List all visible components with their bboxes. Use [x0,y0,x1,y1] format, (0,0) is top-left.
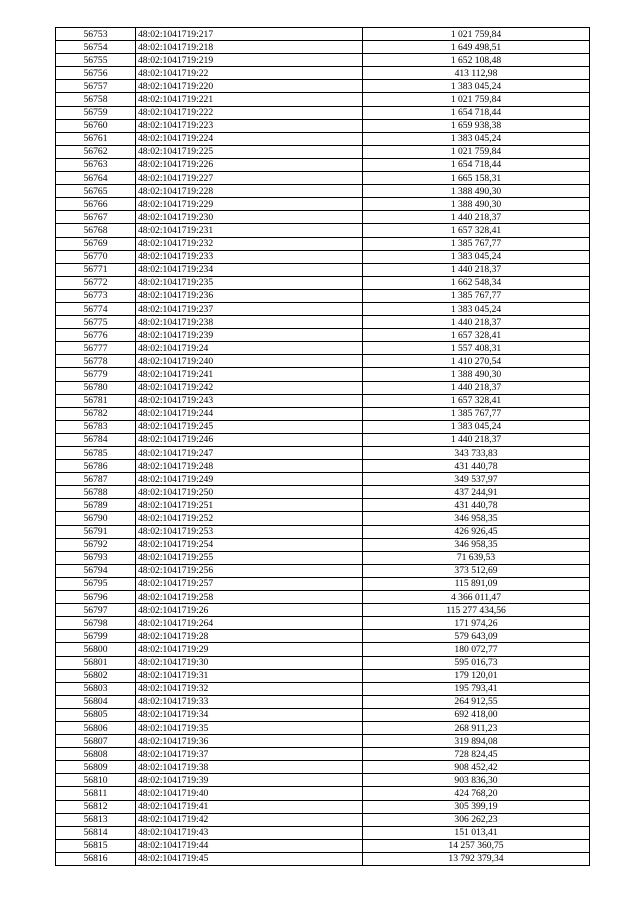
cadastral-value-cell: 1 440 218,37 [363,263,590,276]
row-number-cell: 56789 [56,499,136,512]
cadastral-value-cell: 1 657 328,41 [363,224,590,237]
cadastral-value-cell: 692 418,00 [363,708,590,721]
row-number-cell: 56799 [56,630,136,643]
table-row [56,407,590,420]
cadastral-value-cell: 426 926,45 [363,525,590,538]
cadastral-value-table [55,27,590,866]
row-number-cell: 56811 [56,787,136,800]
cadastral-value-cell: 13 792 379,34 [363,852,590,865]
table-row [56,54,590,67]
cadastral-value-cell: 1 410 270,54 [363,355,590,368]
cadastral-value-cell: 431 440,78 [363,499,590,512]
table-row [56,198,590,211]
row-number-cell: 56788 [56,486,136,499]
cadastral-number-cell: 48:02:1041719:250 [136,486,363,499]
row-number-cell: 56762 [56,145,136,158]
cadastral-value-cell: 1 385 767,77 [363,237,590,250]
cadastral-number-cell: 48:02:1041719:45 [136,852,363,865]
row-number-cell: 56794 [56,564,136,577]
cadastral-value-cell: 424 768,20 [363,787,590,800]
cadastral-value-cell: 1 383 045,24 [363,132,590,145]
cadastral-number-cell: 48:02:1041719:251 [136,499,363,512]
row-number-cell: 56813 [56,813,136,826]
row-number-cell: 56797 [56,604,136,617]
table-row [56,473,590,486]
cadastral-value-cell: 1 383 045,24 [363,80,590,93]
cadastral-number-cell: 48:02:1041719:244 [136,407,363,420]
cadastral-value-cell: 1 385 767,77 [363,289,590,302]
cadastral-value-cell: 1 649 498,51 [363,41,590,54]
table-row [56,774,590,787]
cadastral-value-cell: 1 657 328,41 [363,329,590,342]
cadastral-value-cell: 115 891,09 [363,577,590,590]
row-number-cell: 56770 [56,250,136,263]
cadastral-number-cell: 48:02:1041719:41 [136,800,363,813]
table-row [56,852,590,865]
table-row [56,447,590,460]
cadastral-number-cell: 48:02:1041719:243 [136,394,363,407]
cadastral-value-cell: 1 557 408,31 [363,342,590,355]
cadastral-number-cell: 48:02:1041719:242 [136,381,363,394]
cadastral-number-cell: 48:02:1041719:241 [136,368,363,381]
cadastral-number-cell: 48:02:1041719:224 [136,132,363,145]
cadastral-value-cell: 1 654 718,44 [363,106,590,119]
cadastral-value-cell: 1 385 767,77 [363,407,590,420]
row-number-cell: 56809 [56,761,136,774]
cadastral-number-cell: 48:02:1041719:237 [136,302,363,315]
cadastral-number-cell: 48:02:1041719:256 [136,564,363,577]
table-row [56,289,590,302]
cadastral-number-cell: 48:02:1041719:257 [136,577,363,590]
cadastral-value-cell: 171 974,26 [363,617,590,630]
cadastral-number-cell: 48:02:1041719:249 [136,473,363,486]
cadastral-value-cell: 305 399,19 [363,800,590,813]
cadastral-number-cell: 48:02:1041719:219 [136,54,363,67]
row-number-cell: 56779 [56,368,136,381]
row-number-cell: 56798 [56,617,136,630]
table-row [56,538,590,551]
table-row [56,748,590,761]
table-row [56,460,590,473]
cadastral-value-cell: 1 665 158,31 [363,172,590,185]
row-number-cell: 56800 [56,643,136,656]
table-row [56,172,590,185]
cadastral-value-cell: 908 452,42 [363,761,590,774]
table-row [56,591,590,604]
cadastral-value-cell: 180 072,77 [363,643,590,656]
row-number-cell: 56781 [56,394,136,407]
cadastral-number-cell: 48:02:1041719:22 [136,67,363,80]
table-row [56,211,590,224]
cadastral-value-cell: 437 244,91 [363,486,590,499]
table-row [56,132,590,145]
row-number-cell: 56763 [56,158,136,171]
cadastral-number-cell: 48:02:1041719:229 [136,198,363,211]
cadastral-value-cell: 1 021 759,84 [363,93,590,106]
table-row [56,420,590,433]
cadastral-value-cell: 373 512,69 [363,564,590,577]
cadastral-number-cell: 48:02:1041719:32 [136,682,363,695]
row-number-cell: 56766 [56,198,136,211]
cadastral-number-cell: 48:02:1041719:231 [136,224,363,237]
table-row [56,250,590,263]
table-row [56,302,590,315]
table-row [56,630,590,643]
cadastral-value-cell: 1 383 045,24 [363,420,590,433]
cadastral-number-cell: 48:02:1041719:245 [136,420,363,433]
cadastral-value-cell: 595 016,73 [363,656,590,669]
cadastral-value-cell: 1 652 108,48 [363,54,590,67]
table-row [56,813,590,826]
cadastral-number-cell: 48:02:1041719:42 [136,813,363,826]
table-row [56,787,590,800]
row-number-cell: 56771 [56,263,136,276]
cadastral-value-cell: 1 388 490,30 [363,368,590,381]
table-row [56,735,590,748]
table-row [56,433,590,446]
cadastral-number-cell: 48:02:1041719:228 [136,185,363,198]
table-row [56,355,590,368]
table-row [56,158,590,171]
cadastral-value-cell: 319 894,08 [363,735,590,748]
cadastral-number-cell: 48:02:1041719:227 [136,172,363,185]
table-row [56,368,590,381]
row-number-cell: 56772 [56,276,136,289]
row-number-cell: 56767 [56,211,136,224]
row-number-cell: 56802 [56,669,136,682]
cadastral-number-cell: 48:02:1041719:235 [136,276,363,289]
row-number-cell: 56816 [56,852,136,865]
row-number-cell: 56793 [56,551,136,564]
row-number-cell: 56774 [56,302,136,315]
cadastral-value-cell: 4 366 011,47 [363,591,590,604]
row-number-cell: 56808 [56,748,136,761]
cadastral-number-cell: 48:02:1041719:43 [136,826,363,839]
cadastral-number-cell: 48:02:1041719:258 [136,591,363,604]
cadastral-value-cell: 1 657 328,41 [363,394,590,407]
table-row [56,145,590,158]
row-number-cell: 56754 [56,41,136,54]
cadastral-value-cell: 1 021 759,84 [363,145,590,158]
cadastral-number-cell: 48:02:1041719:29 [136,643,363,656]
cadastral-number-cell: 48:02:1041719:254 [136,538,363,551]
table-row [56,682,590,695]
cadastral-value-cell: 195 793,41 [363,682,590,695]
row-number-cell: 56791 [56,525,136,538]
cadastral-number-cell: 48:02:1041719:221 [136,93,363,106]
row-number-cell: 56780 [56,381,136,394]
cadastral-number-cell: 48:02:1041719:247 [136,447,363,460]
cadastral-value-cell: 579 643,09 [363,630,590,643]
row-number-cell: 56759 [56,106,136,119]
table-row [56,800,590,813]
cadastral-number-cell: 48:02:1041719:226 [136,158,363,171]
table-row [56,342,590,355]
cadastral-number-cell: 48:02:1041719:218 [136,41,363,54]
table-row [56,93,590,106]
cadastral-value-cell: 1 440 218,37 [363,211,590,224]
table-row [56,839,590,852]
row-number-cell: 56755 [56,54,136,67]
cadastral-number-cell: 48:02:1041719:236 [136,289,363,302]
cadastral-value-cell: 1 654 718,44 [363,158,590,171]
cadastral-number-cell: 48:02:1041719:34 [136,708,363,721]
table-row [56,708,590,721]
row-number-cell: 56787 [56,473,136,486]
cadastral-value-cell: 1 388 490,30 [363,185,590,198]
cadastral-number-cell: 48:02:1041719:225 [136,145,363,158]
cadastral-number-cell: 48:02:1041719:255 [136,551,363,564]
cadastral-number-cell: 48:02:1041719:240 [136,355,363,368]
cadastral-number-cell: 48:02:1041719:39 [136,774,363,787]
row-number-cell: 56812 [56,800,136,813]
cadastral-number-cell: 48:02:1041719:37 [136,748,363,761]
cadastral-number-cell: 48:02:1041719:40 [136,787,363,800]
table-row [56,604,590,617]
cadastral-value-cell: 71 639,53 [363,551,590,564]
row-number-cell: 56756 [56,67,136,80]
table-row [56,525,590,538]
row-number-cell: 56806 [56,721,136,734]
cadastral-value-cell: 306 262,23 [363,813,590,826]
cadastral-value-cell: 151 013,41 [363,826,590,839]
cadastral-value-cell: 1 383 045,24 [363,250,590,263]
row-number-cell: 56783 [56,420,136,433]
table-row [56,721,590,734]
table-row [56,669,590,682]
table-row [56,263,590,276]
cadastral-number-cell: 48:02:1041719:233 [136,250,363,263]
cadastral-value-cell: 343 733,83 [363,447,590,460]
cadastral-number-cell: 48:02:1041719:28 [136,630,363,643]
table-row [56,394,590,407]
cadastral-number-cell: 48:02:1041719:230 [136,211,363,224]
row-number-cell: 56782 [56,407,136,420]
cadastral-number-cell: 48:02:1041719:222 [136,106,363,119]
table-row [56,551,590,564]
table-row [56,826,590,839]
table-row [56,316,590,329]
cadastral-value-cell: 346 958,35 [363,538,590,551]
table-row [56,237,590,250]
table-row [56,381,590,394]
table-row [56,41,590,54]
row-number-cell: 56778 [56,355,136,368]
cadastral-number-cell: 48:02:1041719:248 [136,460,363,473]
cadastral-value-cell: 1 383 045,24 [363,302,590,315]
cadastral-value-cell: 1 440 218,37 [363,316,590,329]
table-body [56,28,590,866]
cadastral-number-cell: 48:02:1041719:24 [136,342,363,355]
cadastral-value-cell: 346 958,35 [363,512,590,525]
cadastral-value-cell: 349 537,97 [363,473,590,486]
cadastral-value-cell: 431 440,78 [363,460,590,473]
table-row [56,185,590,198]
table-row [56,577,590,590]
table-row [56,119,590,132]
row-number-cell: 56753 [56,28,136,41]
cadastral-value-cell: 268 911,23 [363,721,590,734]
table-row [56,80,590,93]
table-row [56,643,590,656]
row-number-cell: 56775 [56,316,136,329]
cadastral-number-cell: 48:02:1041719:252 [136,512,363,525]
row-number-cell: 56768 [56,224,136,237]
cadastral-value-cell: 1 021 759,84 [363,28,590,41]
cadastral-number-cell: 48:02:1041719:239 [136,329,363,342]
row-number-cell: 56785 [56,447,136,460]
cadastral-number-cell: 48:02:1041719:264 [136,617,363,630]
table-row [56,656,590,669]
table-row [56,695,590,708]
cadastral-number-cell: 48:02:1041719:30 [136,656,363,669]
cadastral-value-cell: 1 388 490,30 [363,198,590,211]
row-number-cell: 56777 [56,342,136,355]
cadastral-number-cell: 48:02:1041719:253 [136,525,363,538]
table-row [56,28,590,41]
table-row [56,512,590,525]
row-number-cell: 56776 [56,329,136,342]
row-number-cell: 56814 [56,826,136,839]
cadastral-value-cell: 179 120,01 [363,669,590,682]
row-number-cell: 56757 [56,80,136,93]
cadastral-number-cell: 48:02:1041719:36 [136,735,363,748]
table-row [56,564,590,577]
row-number-cell: 56765 [56,185,136,198]
table-row [56,761,590,774]
cadastral-number-cell: 48:02:1041719:38 [136,761,363,774]
row-number-cell: 56761 [56,132,136,145]
cadastral-value-cell: 1 440 218,37 [363,433,590,446]
row-number-cell: 56803 [56,682,136,695]
cadastral-number-cell: 48:02:1041719:26 [136,604,363,617]
table-row [56,486,590,499]
row-number-cell: 56773 [56,289,136,302]
cadastral-value-cell: 1 662 548,34 [363,276,590,289]
row-number-cell: 56769 [56,237,136,250]
row-number-cell: 56805 [56,708,136,721]
cadastral-number-cell: 48:02:1041719:31 [136,669,363,682]
row-number-cell: 56815 [56,839,136,852]
row-number-cell: 56807 [56,735,136,748]
cadastral-number-cell: 48:02:1041719:234 [136,263,363,276]
cadastral-value-cell: 264 912,55 [363,695,590,708]
cadastral-number-cell: 48:02:1041719:238 [136,316,363,329]
table-row [56,276,590,289]
cadastral-number-cell: 48:02:1041719:246 [136,433,363,446]
cadastral-number-cell: 48:02:1041719:44 [136,839,363,852]
table-row [56,499,590,512]
cadastral-value-cell: 14 257 360,75 [363,839,590,852]
row-number-cell: 56758 [56,93,136,106]
cadastral-number-cell: 48:02:1041719:220 [136,80,363,93]
row-number-cell: 56804 [56,695,136,708]
cadastral-number-cell: 48:02:1041719:33 [136,695,363,708]
cadastral-number-cell: 48:02:1041719:223 [136,119,363,132]
row-number-cell: 56786 [56,460,136,473]
cadastral-number-cell: 48:02:1041719:35 [136,721,363,734]
row-number-cell: 56784 [56,433,136,446]
table-row [56,67,590,80]
table-row [56,106,590,119]
row-number-cell: 56760 [56,119,136,132]
row-number-cell: 56796 [56,591,136,604]
row-number-cell: 56792 [56,538,136,551]
row-number-cell: 56810 [56,774,136,787]
row-number-cell: 56795 [56,577,136,590]
cadastral-number-cell: 48:02:1041719:217 [136,28,363,41]
cadastral-value-cell: 413 112,98 [363,67,590,80]
row-number-cell: 56801 [56,656,136,669]
cadastral-number-cell: 48:02:1041719:232 [136,237,363,250]
cadastral-value-cell: 903 836,30 [363,774,590,787]
table-row [56,617,590,630]
cadastral-value-cell: 115 277 434,56 [363,604,590,617]
row-number-cell: 56790 [56,512,136,525]
cadastral-value-cell: 728 824,45 [363,748,590,761]
cadastral-value-cell: 1 659 938,38 [363,119,590,132]
table-row [56,329,590,342]
cadastral-value-cell: 1 440 218,37 [363,381,590,394]
table-row [56,224,590,237]
row-number-cell: 56764 [56,172,136,185]
